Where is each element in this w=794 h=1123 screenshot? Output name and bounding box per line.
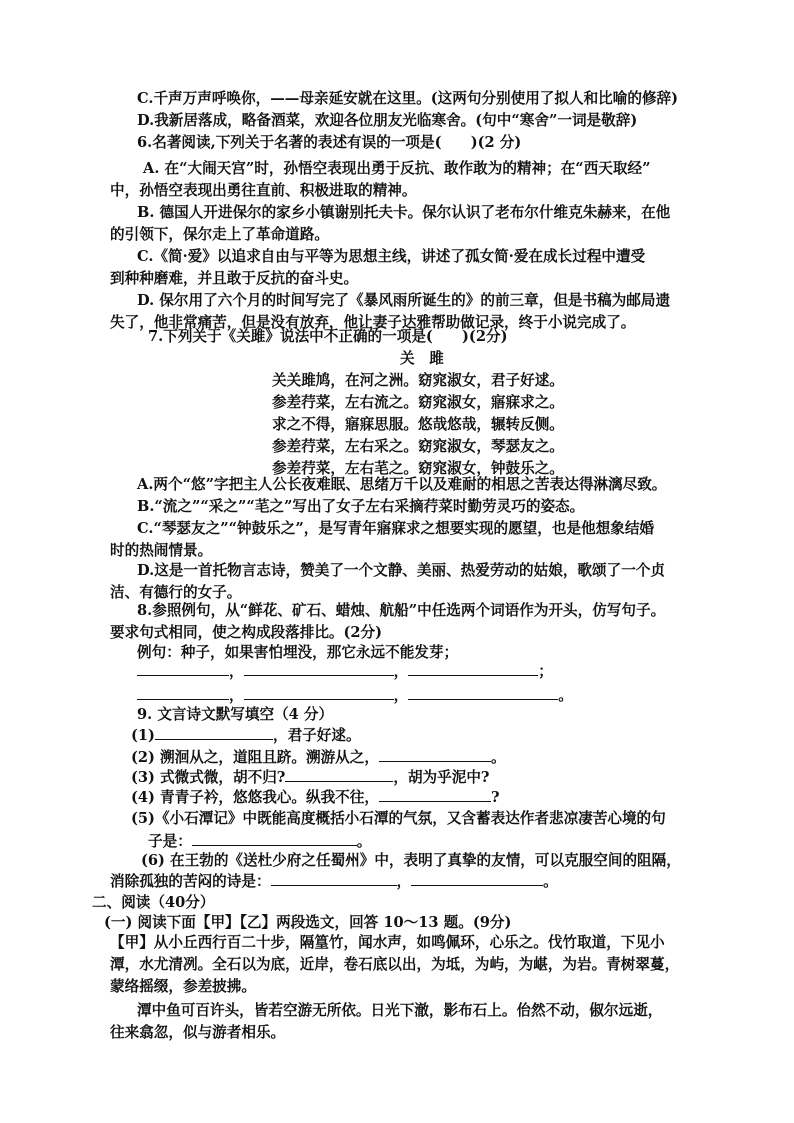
poem-line: 参差荇菜，左右采之。窈窕淑女，琴瑟友之。 <box>272 438 564 455</box>
q9-item-1: (1) ，君子好逑。 <box>131 724 361 746</box>
answer-blank[interactable] <box>244 684 394 700</box>
answer-blank[interactable] <box>137 684 229 700</box>
q6-option-b-line1: B. 德国人开进保尔的家乡小镇谢别托夫卡。保尔认识了老布尔什维克朱赫来，在他 <box>137 204 671 221</box>
q8-answer-line2: ， ， 。 <box>137 684 573 706</box>
answer-blank[interactable] <box>244 660 394 676</box>
q9-item-5-line2: 子是： 。 <box>148 830 371 852</box>
q6-option-a-line2: 中，孙悟空表现出勇往直前、积极进取的精神。 <box>110 182 417 199</box>
q5-option-d: D.我新居落成，略备酒菜，欢迎各位朋友光临寒舍。(句中“寒舍”一词是敬辞) <box>137 112 638 129</box>
q7-option-c-line1: C.“琴瑟友之”“钟鼓乐之”，是写青年寤寐求之想要实现的愿望，也是他想象结婚 <box>137 520 655 537</box>
section-2-sub1: (一) 阅读下面【甲】【乙】两段选文，回答 10～13 题。(9分) <box>104 914 512 931</box>
poem-line: 参差荇菜，左右芼之。窈窕淑女，钟鼓乐之。 <box>272 460 564 477</box>
q9-item-2: (2) 溯洄从之，道阻且跻。溯游从之， 。 <box>131 746 506 768</box>
q8-stem-line1: 8.参照例句，从“鲜花、矿石、蜡烛、航船”中任选两个词语作为开头，仿写句子。 <box>137 602 666 619</box>
q8-answer-line1: ， ， ； <box>137 660 553 682</box>
answer-blank[interactable] <box>411 870 543 886</box>
q7-option-d-line2: 洁、有德行的女子。 <box>110 584 242 601</box>
poem-line: 求之不得，寤寐思服。悠哉悠哉，辗转反侧。 <box>272 416 564 433</box>
q9-item-6-line2: 消除孤独的苦闷的诗是： ， 。 <box>110 870 558 892</box>
q9-item-5-line1: (5)《小石潭记》中既能高度概括小石潭的气氛，又含蓄表达作者悲凉凄苦心境的句 <box>131 810 666 827</box>
q9-item-3: (3) 式微式微，胡不归? ，胡为乎泥中? <box>131 766 489 788</box>
q8-example: 例句：种子，如果害怕埋没，那它永远不能发芽； <box>137 644 459 661</box>
q6-option-d-line1: D. 保尔用了六个月的时间写完了《暴风雨所诞生的》的前三章，但是书稿为邮局遗 <box>137 292 671 309</box>
q7-stem: 7.下列关于《关雎》说法中不正确的一项是( )(2分) <box>148 328 508 345</box>
passage-jia-line3: 蒙络摇缀，参差披拂。 <box>110 978 256 995</box>
q6-option-a-line1: A. 在“大闹天宫”时，孙悟空表现出勇于反抗、敢作敢为的精神；在“西天取经” <box>143 160 651 177</box>
q7-option-d-line1: D.这是一首托物言志诗，赞美了一个文静、美丽、热爱劳动的姑娘，歌颂了一个贞 <box>137 562 666 579</box>
passage-jia-line1: 【甲】从小丘西行百二十步，隔篁竹，闻水声，如鸣佩环，心乐之。伐竹取道，下见小 <box>110 934 665 951</box>
passage-jia-line2: 潭，水尤清冽。全石以为底，近岸，卷石底以出，为坻，为屿，为嵁，为岩。青树翠蔓， <box>110 956 680 973</box>
q9-item-6-line1: (6) 在王勃的《送杜少府之任蜀州》中，表明了真挚的友情，可以克服空间的阻隔， <box>141 852 681 869</box>
answer-blank[interactable] <box>379 786 491 802</box>
answer-blank[interactable] <box>408 684 558 700</box>
passage-jia-line4: 潭中鱼可百许头，皆若空游无所依。日光下澈，影布石上。佁然不动，俶尔远逝， <box>137 1002 663 1019</box>
q9-item-4: (4) 青青子衿，悠悠我心。纵我不往， ? <box>131 786 500 808</box>
answer-blank[interactable] <box>155 724 273 740</box>
answer-blank[interactable] <box>137 660 229 676</box>
q7-option-a: A.两个“悠”字把主人公长夜难眠、思绪万千以及难耐的相思之苦表达得淋漓尽致。 <box>137 476 667 493</box>
q7-option-c-line2: 时的热闹情景。 <box>110 542 213 559</box>
answer-blank[interactable] <box>285 766 393 782</box>
answer-blank[interactable] <box>271 870 397 886</box>
q7-option-b: B.“流之”“采之”“芼之”写出了女子左右采摘荇菜时勤劳灵巧的姿态。 <box>137 498 585 515</box>
q9-stem: 9. 文言诗文默写填空（4 分） <box>137 706 334 723</box>
q6-option-d-line2: 失了，他非常痛苦，但是没有放弃，他让妻子达雅帮助做记录，终于小说完成了。 <box>110 314 636 331</box>
q6-option-b-line2: 的引领下，保尔走上了革命道路。 <box>110 226 329 243</box>
poem-title: 关 雎 <box>400 350 444 367</box>
q6-option-c-line2: 到种种磨难，并且敢于反抗的奋斗史。 <box>110 270 359 287</box>
poem-line: 关关雎鸠，在河之洲。窈窕淑女，君子好逑。 <box>272 372 564 389</box>
answer-blank[interactable] <box>408 660 538 676</box>
answer-blank[interactable] <box>192 830 357 846</box>
passage-jia-line5: 往来翕忽，似与游者相乐。 <box>110 1024 286 1041</box>
q6-stem: 6.名著阅读,下列关于名著的表述有误的一项是( )(2 分) <box>137 134 522 151</box>
answer-blank[interactable] <box>379 746 491 762</box>
section-2-title: 二、阅读（40分） <box>92 894 215 911</box>
poem-line: 参差荇菜，左右流之。窈窕淑女，寤寐求之。 <box>272 394 564 411</box>
q8-stem-line2: 要求句式相同，使之构成段落排比。(2分) <box>110 624 383 641</box>
q5-option-c: C.千声万声呼唤你，——母亲延安就在这里。(这两句分别使用了拟人和比喻的修辞) <box>137 90 679 107</box>
q6-option-c-line1: C.《简·爱》以追求自由与平等为思想主线，讲述了孤女简·爱在成长过程中遭受 <box>137 248 646 265</box>
